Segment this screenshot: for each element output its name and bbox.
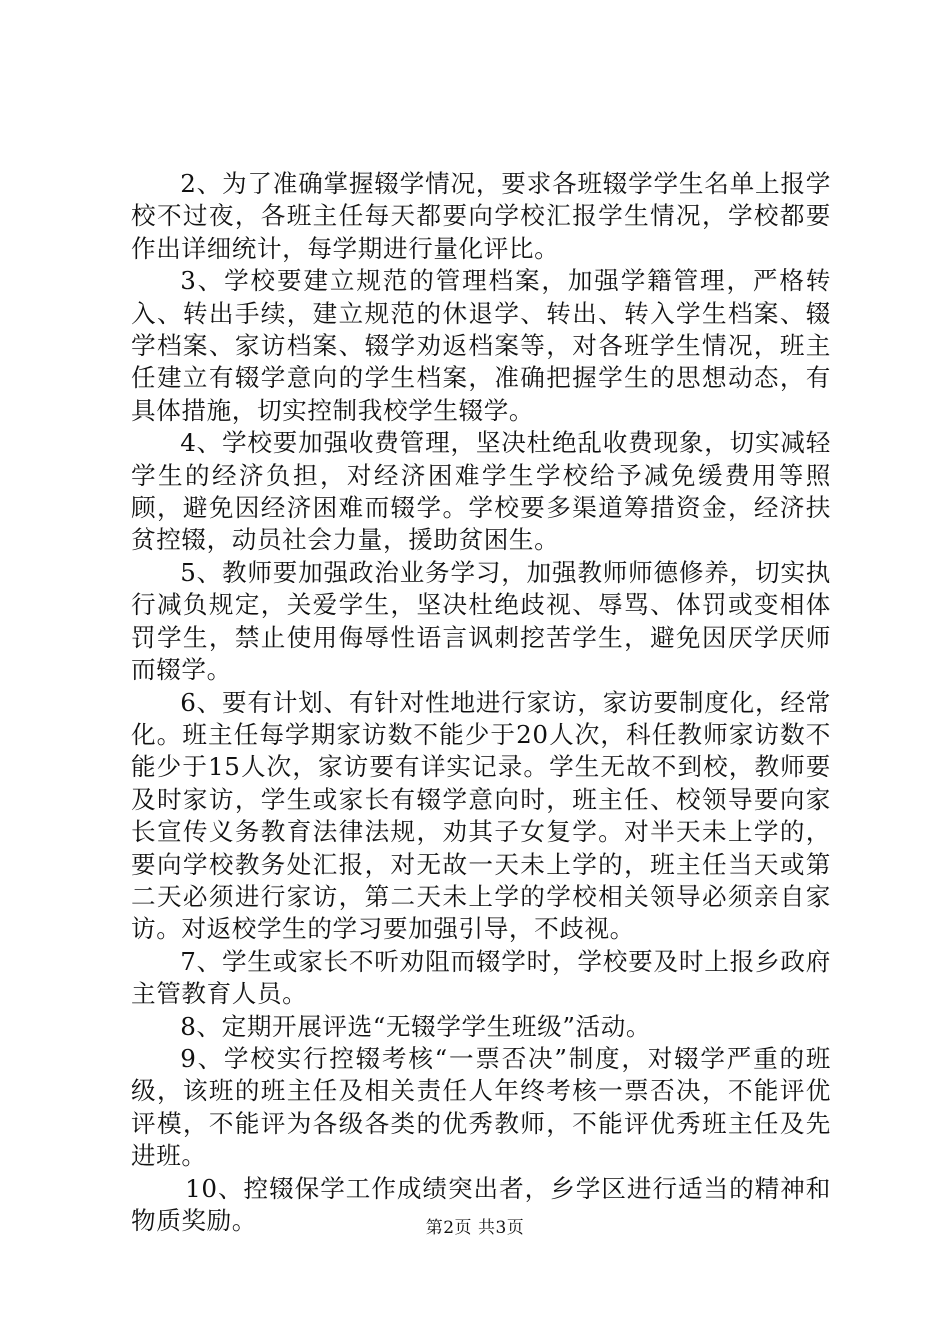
- document-body: [131, 168, 831, 1237]
- paragraph-2: 2、为了准确掌握辍学情况，要求各班辍学学生名单上报学校不过夜，各班主任每天都要向学校汇报学生情况，学校都要作出详细统计，每学期进行量化评比。: [131, 169, 831, 263]
- paragraph-4: 4、学校要加强收费管理，坚决杜绝乱收费现象，切实减轻学生的经济负担，对经济困难学生学校给予减免缓费用等照顾，避免因经济困难而辍学。学校要多渠道筹措资金，经济扶贫控辍，动员社会力量，援助贫困生。: [131, 428, 831, 555]
- paragraph-3: 3、学校要建立规范的管理档案，加强学籍管理，严格转入、转出手续，建立规范的休退学、转出、转入学生档案、辍学档案、家访档案、辍学劝返档案等，对各班学生情况，班主任建立有辍学意向的学生档案，准确把握学生的思想动态，有具体措施，切实控制我校学生辍学。: [131, 266, 831, 425]
- paragraph-8: 8、定期开展评选“无辍学学生班级”活动。: [180, 1011, 652, 1041]
- paragraph-10: 10、控辍保学工作成绩突出者，乡学区进行适当的精神和物质奖励。: [131, 1173, 831, 1235]
- paragraph-5: 5、教师要加强政治业务学习，加强教师师德修养，切实执行减负规定，关爱学生，坚决杜绝歧视、辱骂、体罚或变相体罚学生，禁止使用侮辱性语言讽刺挖苦学生，避免因厌学厌师而辍学。: [131, 557, 831, 685]
- paragraph-7: 7、学生或家长不听劝阻而辍学时，学校要及时上报乡政府主管教育人员。: [131, 946, 831, 1009]
- paragraph-6: 6、要有计划、有针对性地进行家访，家访要制度化，经常化。班主任每学期家访数不能少于20人次，科任教师家访数不能少于15人次，家访要有详实记录。学生无故不到校，教师要及时家访，学生或家长有辍学意向时，班主任、校领导要向家长宣传义务教育法律法规，劝其子女复学。对半天未上学的，要向学校教务处汇报，对无故一天未上学的，班主任当天或第二天必须进行家访，第二天未上学的学校相关领导必须亲自家访。对返校学生的学习要加强引导，不歧视。: [131, 687, 831, 944]
- page-footer: 第2页 共3页: [425, 1218, 525, 1238]
- paragraph-9: 9、学校实行控辍考核“一票否决”制度，对辍学严重的班级，该班的班主任及相关责任人年终考核一票否决，不能评优评模，不能评为各级各类的优秀教师，不能评优秀班主任及先进班。: [131, 1043, 831, 1171]
